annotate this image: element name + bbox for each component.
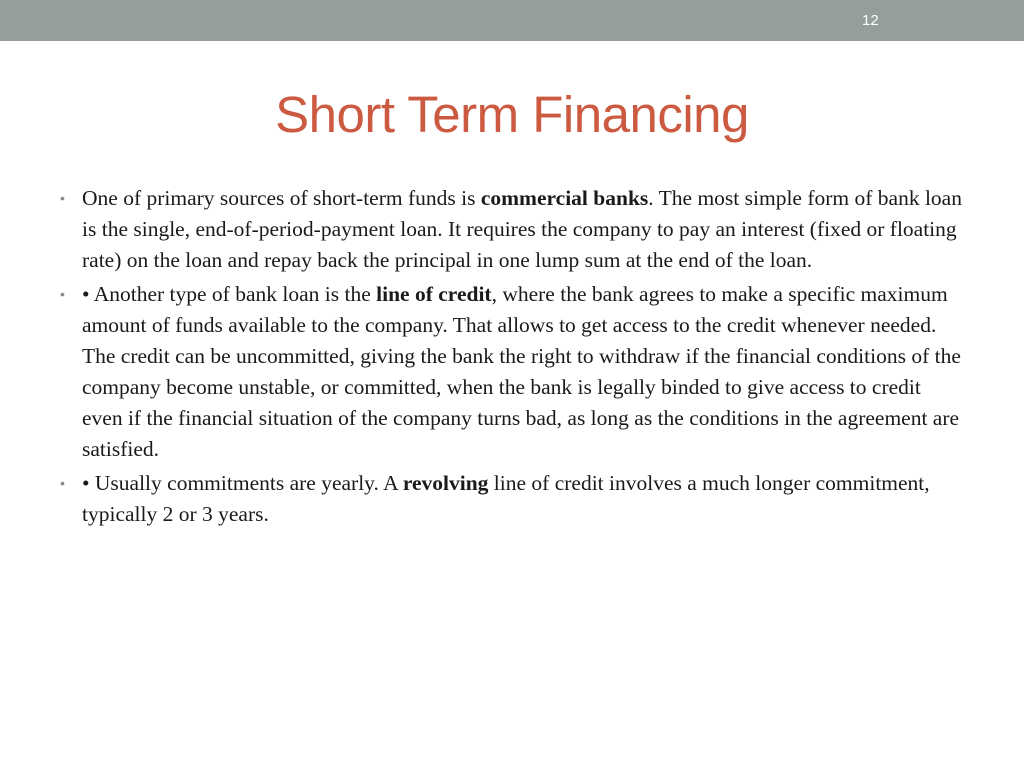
bullet-text: • Another type of bank loan is the <box>82 282 377 306</box>
slide-number: 12 <box>862 12 879 29</box>
top-bar <box>0 0 1024 41</box>
bullet-item <box>60 279 965 465</box>
bullet-bold-term: line of credit <box>376 282 492 306</box>
bullet-marker: • <box>60 475 65 491</box>
bullet-marker: • <box>60 286 65 302</box>
bullet-text: . The most simple form of bank loan is the single, end-of-period-payment loan. It requires the company to pay an interest (fixed or floating rate) on the loan and repay back the principal in one lump sum at the end of the loan. <box>82 186 962 272</box>
bullet-marker: • <box>60 190 65 206</box>
bullet-text: • Usually commitments are yearly. A <box>82 471 403 495</box>
bullet-bold-term: commercial banks <box>480 186 649 210</box>
slide-title: Short Term Financing <box>275 86 749 143</box>
bullet-text: , where the bank agrees to make a specific maximum amount of funds available to the company. That allows to get access to the credit whenever needed. The credit can be uncommitted, giving the bank the right to withdraw if the financial conditions of the company become unstable, or committed, when the bank is legally binded to give access to credit even if the financial situation of the company turns bad, as long as the conditions in the agreement are satisfied. <box>82 282 961 461</box>
bullet-text: One of primary sources of short-term funds is <box>82 186 481 210</box>
bullet-bold-term: revolving <box>402 471 489 495</box>
bullet-text: line of credit involves a much longer commitment, typically 2 or 3 years. <box>82 471 930 526</box>
bullet-item <box>60 183 965 276</box>
bullet-item <box>60 468 965 530</box>
bullet-list <box>60 183 965 533</box>
